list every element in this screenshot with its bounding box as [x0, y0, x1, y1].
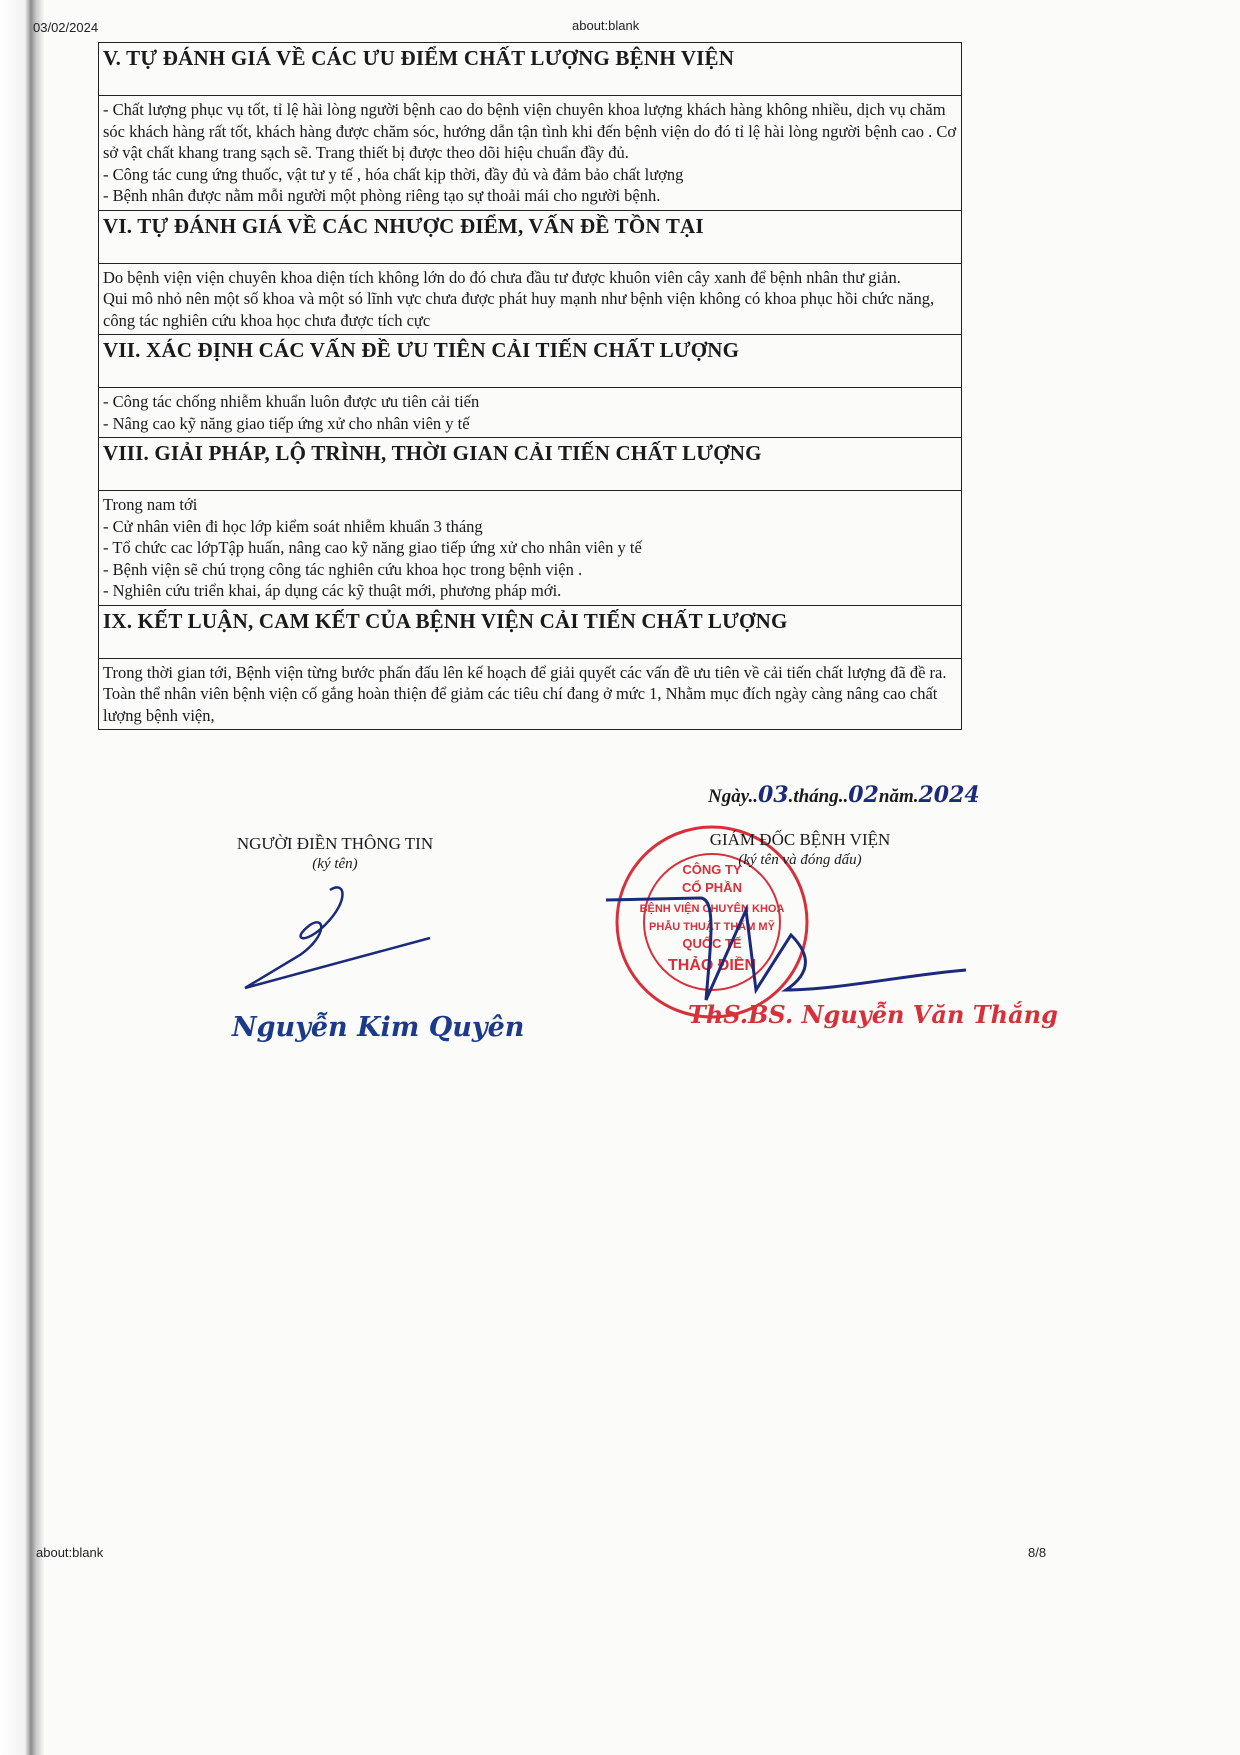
section-heading: VI. TỰ ĐÁNH GIÁ VỀ CÁC NHƯỢC ĐIỂM, VẤN ĐỀ TỒN TẠI: [99, 210, 962, 263]
content-line: Qui mô nhỏ nên một số khoa và một só lĩnh vực chưa được phát huy mạnh như bệnh viện không có khoa phục hồi chức năng, công tác nghiên cứu khoa học chưa được tích cực: [103, 289, 935, 330]
section-content: [99, 388, 962, 438]
signer-left-name: Nguyễn Kim Quyên: [232, 1012, 525, 1043]
section-heading: IX. KẾT LUẬN, CAM KẾT CỦA BỆNH VIỆN CẢI TIẾN CHẤT LƯỢNG: [99, 605, 962, 658]
content-line: - Cử nhân viên đi học lớp kiểm soát nhiễm khuẩn 3 tháng: [103, 516, 483, 536]
section-heading: V. TỰ ĐÁNH GIÁ VỀ CÁC ƯU ĐIỂM CHẤT LƯỢNG BỆNH VIỆN: [99, 43, 962, 96]
scan-edge: [0, 0, 44, 1755]
section-content: [99, 96, 962, 211]
content-line: - Bệnh viện sẽ chú trọng công tác nghiên cứu khoa học trong bệnh viện .: [103, 559, 583, 579]
content-line: - Tổ chức cac lớpTập huấn, nâng cao kỹ năng giao tiếp ứng xử cho nhân viên y tế: [103, 538, 642, 557]
stamp-line: QUỐC TẾ: [682, 936, 742, 951]
stamp-line: CÔNG TY: [682, 862, 742, 877]
content-line: - Chất lượng phục vụ tốt, tỉ lệ hài lòng người bệnh cao do bệnh viện chuyên khoa lượng khách hàng không nhiều, dịch vụ chăm sóc khách hàng rất tốt, khách hàng được chăm sóc, hướng dẫn tận tình khi đến bệnh viện do đó tỉ lệ hài lòng người bệnh cao . Cơ sở vật chất khang trang sạch sẽ. Trang thiết bị được theo dõi hiệu chuẩn đầy đủ.: [103, 100, 957, 162]
stamp-line: BỆNH VIỆN CHUYÊN KHOA: [639, 903, 785, 915]
section-content: [99, 491, 962, 606]
signer-right-name: ThS.BS. Nguyễn Văn Thắng: [688, 1000, 1058, 1029]
date-day: 03: [757, 782, 789, 808]
date-month-label: .tháng..: [788, 786, 849, 807]
content-line: - Nghiên cứu triển khai, áp dụng các kỹ thuật mới, phương pháp mới.: [103, 581, 562, 600]
section-content: [99, 658, 962, 730]
section-heading: VII. XÁC ĐỊNH CÁC VẤN ĐỀ ƯU TIÊN CẢI TIẾN CHẤT LƯỢNG: [99, 335, 962, 388]
signature-right: [606, 880, 976, 1010]
signer-left-note: (ký tên): [312, 856, 358, 872]
date-line: [708, 782, 980, 808]
print-date: 03/02/2024: [33, 20, 99, 35]
self-assessment-table: [98, 42, 962, 730]
content-line: - Bệnh nhân được nằm mỗi người một phòng riêng tạo sự thoải mái cho người bệnh.: [103, 186, 661, 205]
content-line: Trong thời gian tới, Bệnh viện từng bước phấn đấu lên kế hoạch để giải quyết các vấn đề ưu tiên về cải tiến chất lượng đã đề ra. Toàn thể nhân viên bệnh viện cố gắng hoàn thiện để giảm các tiêu chí đang ở mức 1, Nhằm mục đích ngày càng nâng cao chất lượng bệnh viện,: [103, 662, 947, 725]
content-line: - Nâng cao kỹ năng giao tiếp ứng xử cho nhân viên y tế: [103, 413, 470, 433]
stamp-line: PHẪU THUẬT THẨM MỸ: [649, 921, 775, 933]
page-number: 8/8: [1028, 1545, 1047, 1560]
date-year-label: năm.: [878, 786, 919, 807]
footer-url: about:blank: [36, 1545, 104, 1560]
print-url: about:blank: [572, 18, 640, 33]
signer-left: [200, 834, 470, 873]
stamp-line: CỔ PHẦN: [682, 880, 742, 895]
signer-right-note: (ký tên và đóng dấu): [738, 852, 862, 868]
content-line: Do bệnh viện viện chuyên khoa diện tích không lớn do đó chưa đầu tư được khuôn viên cây xanh để bệnh nhân thư giản.: [103, 267, 901, 287]
date-prefix: Ngày..: [708, 786, 758, 807]
content-line: - Công tác cung ứng thuốc, vật tư y tế , hóa chất kịp thời, đầy đủ và đảm bảo chất lượng: [103, 164, 684, 184]
content-line: - Công tác chống nhiễm khuẩn luôn được ưu tiên cải tiến: [103, 392, 480, 411]
stamp-line: THẢO ĐIỀN: [668, 957, 756, 974]
signer-right-title: GIÁM ĐỐC BỆNH VIỆN: [709, 830, 891, 849]
section-content: [99, 263, 962, 335]
section-heading: VIII. GIẢI PHÁP, LỘ TRÌNH, THỜI GIAN CẢI TIẾN CHẤT LƯỢNG: [99, 438, 962, 491]
signature-left: [230, 880, 460, 1000]
signer-right: [690, 830, 910, 869]
signer-left-title: NGƯỜI ĐIỀN THÔNG TIN: [236, 834, 434, 853]
date-month: 02: [848, 782, 879, 808]
date-year: 2024: [918, 782, 980, 808]
content-line: Trong nam tới: [103, 495, 198, 514]
